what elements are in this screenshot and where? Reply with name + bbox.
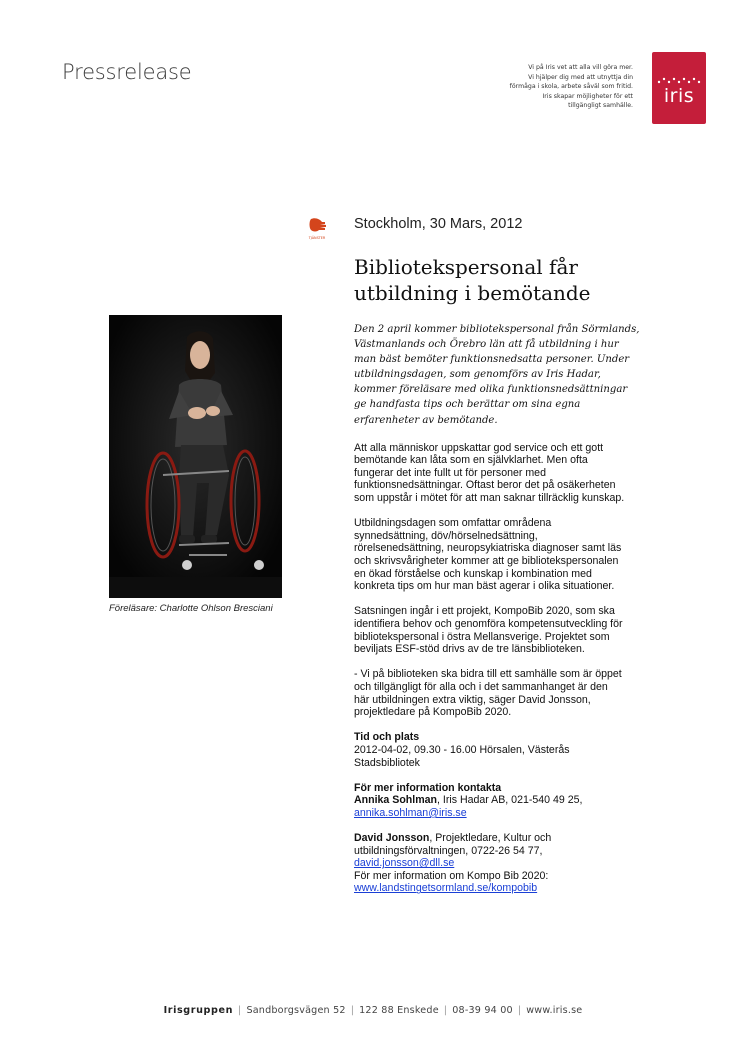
body-line: fungerar det inte fullt ut för personer med [354, 466, 546, 479]
iris-tagline [493, 63, 633, 111]
footer [0, 1005, 746, 1016]
speaker-photo [109, 315, 282, 598]
body-line: identifiera behov och genomföra kompetensutveckling för [354, 617, 623, 630]
logo-wordmark: iris [663, 85, 695, 107]
contact-email-2-wrap [354, 857, 654, 870]
lead-paragraph [354, 322, 654, 428]
tagline-line: Iris skapar möjligheter för ett [542, 92, 633, 100]
footer-postal: 122 88 Enskede [359, 1005, 439, 1016]
body-line: och tillgängligt för alla och i det sammanhanget är den [354, 680, 608, 693]
footer-address: Sandborgsvägen 52 [246, 1005, 346, 1016]
body-line: som uppstår i mötet för att man saknar tillräcklig kunskap. [354, 492, 625, 505]
kompobib-info-line: För mer information om Kompo Bib 2020: [354, 869, 549, 882]
footer-separator: | [238, 1005, 242, 1016]
body-line: Att alla människor uppskattar god service och ett gott [354, 441, 604, 454]
hand-icon [306, 216, 328, 240]
tagline-line: tillgängligt samhälle. [568, 102, 633, 110]
lead-line: man bäst bemöter funktionsnedsatta personer. Under [354, 354, 630, 366]
kompobib-link[interactable]: www.landstingetsormland.se/kompobib [354, 882, 538, 895]
body-line: Utbildningsdagen som omfattar områdena [354, 517, 552, 530]
body-line: bibliotekspersonal i östra Mellansverige. Projektet som [354, 630, 610, 643]
lead-line: ge handfasta tips och berättar om sina egna [354, 399, 581, 411]
body-paragraph [354, 442, 654, 505]
body-line: - Vi på biblioteken ska bidra till ett samhälle som är öppet [354, 668, 622, 681]
kompobib-link-wrap [354, 882, 654, 895]
lead-line: utbildningsdagen, som genomförs av Iris Hadar, [354, 369, 601, 381]
contact-section-2 [354, 832, 654, 895]
body-line: här utbildningen extra viktig, säger David Jonsson, [354, 693, 591, 706]
contact-heading-wrap [354, 782, 654, 795]
contact-section [354, 782, 654, 820]
body-line: Satsningen ingår i ett projekt, KompoBib 2020, som ska [354, 605, 615, 618]
headline-line: Bibliotekspersonal får [354, 255, 578, 279]
contact-heading: För mer information kontakta [354, 781, 502, 794]
contact-person-2 [354, 832, 654, 845]
time-place-line: 2012-04-02, 09.30 - 16.00 Hörsalen, Västerås [354, 743, 570, 756]
tagline-line: förmåga i skola, arbete såväl som fritid. [509, 83, 633, 91]
contact-email-2-link[interactable]: david.jonsson@dll.se [354, 857, 455, 870]
hand-logo [306, 216, 328, 240]
contact-email-1-link[interactable]: annika.sohlman@iris.se [354, 806, 467, 819]
contact-person-2-details: , Projektledare, Kultur och [429, 832, 552, 845]
body-line: synnedsättning, döv/hörselnedsättning, [354, 529, 538, 542]
contact-email-1-wrap [354, 807, 654, 820]
quote-paragraph [354, 668, 654, 718]
headline-line: utbildning i bemötande [354, 281, 591, 305]
hand-logo-label: TJÄNSTER [308, 236, 326, 240]
body-line: beviljats ESF-stöd drivs av de tre länsbiblioteken. [354, 643, 585, 656]
time-place-heading-wrap [354, 731, 654, 744]
headline [354, 254, 674, 306]
photo-caption: Föreläsare: Charlotte Ohlson Bresciani [109, 603, 273, 614]
contact-person-1-details: , Iris Hadar AB, 021-540 49 25, [437, 794, 583, 807]
body-line: konkreta tips om hur man bäst agerar i olika situationer. [354, 580, 615, 593]
footer-brand: Irisgruppen [163, 1005, 233, 1016]
article-body [354, 322, 654, 908]
time-place-section [354, 731, 654, 769]
footer-separator: | [443, 1005, 448, 1016]
contact-person-1-name: Annika Sohlman [354, 794, 437, 807]
body-line: rörelsenedsättning, neuropsykiatriska diagnoser samt läs [354, 542, 622, 555]
lead-line: kommer föreläsare med olika funktionsnedsättningar [354, 384, 628, 396]
lead-line: Den 2 april kommer bibliotekspersonal från Sörmlands, [354, 324, 640, 335]
footer-separator: | [350, 1005, 355, 1016]
time-place-line: Stadsbibliotek [354, 756, 420, 769]
body-line: funktionsnedsättningar. Oftast beror det på osäkerheten [354, 479, 616, 492]
contact-person-2-name: David Jonsson [354, 832, 430, 845]
contact-person-2-line2: utbildningsförvaltningen, 0722-26 54 77, [354, 844, 543, 857]
lead-line: erfarenheter av bemötande. [354, 414, 498, 426]
speaker-photo-image [109, 315, 282, 598]
body-line: projektledare på KompoBib 2020. [354, 706, 512, 719]
page-title: Pressrelease [62, 60, 192, 84]
tagline-line: Vi hjälper dig med att utnyttja din [528, 73, 633, 81]
date-line: Stockholm, 30 Mars, 2012 [354, 216, 523, 232]
body-paragraph [354, 605, 654, 655]
contact-person-1 [354, 794, 654, 807]
time-place-heading: Tid och plats [354, 731, 420, 744]
footer-phone: 08-39 94 00 [452, 1005, 513, 1016]
footer-separator: | [517, 1005, 522, 1016]
footer-website[interactable]: www.iris.se [526, 1005, 583, 1016]
body-paragraph [354, 517, 654, 593]
lead-line: Västmanlands och Örebro län att få utbildning i hur [354, 339, 619, 351]
body-line: och skrivsvårigheter kommer att ge bibliotekspersonalen [354, 555, 619, 567]
iris-logo [652, 52, 706, 124]
body-line: bemötande kan låta som en självklarhet. Men ofta [354, 454, 588, 467]
body-line: en ökad förståelse och kunskap i kombination med [354, 567, 592, 580]
tagline-line: Vi på Iris vet att alla vill göra mer. [528, 64, 633, 71]
